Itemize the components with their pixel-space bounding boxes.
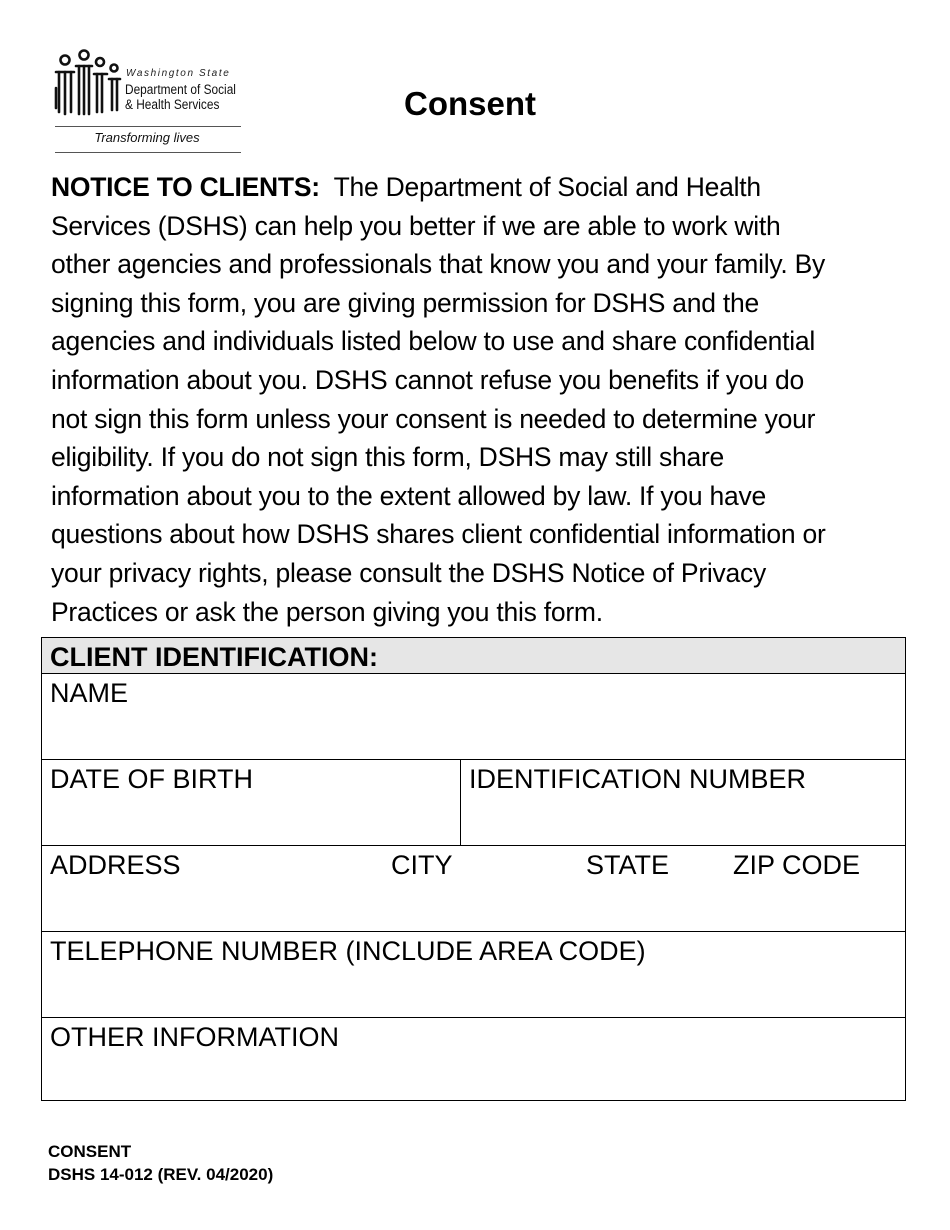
date-of-birth-field[interactable] xyxy=(48,801,453,839)
date-of-birth-label: DATE OF BIRTH xyxy=(50,764,254,794)
logo-divider-bottom xyxy=(55,152,241,153)
notice-line: signing this form, you are giving permission for DSHS and the xyxy=(51,287,759,318)
logo-tagline: Transforming lives xyxy=(94,130,200,145)
logo-state-text: Washington State xyxy=(126,68,231,79)
family-figures-icon xyxy=(52,48,122,120)
dob-id-divider xyxy=(460,760,461,845)
state-label: STATE xyxy=(586,850,670,880)
telephone-row xyxy=(42,932,905,1018)
address-row xyxy=(42,846,905,932)
form-name: CONSENT xyxy=(48,1142,132,1161)
notice-to-clients xyxy=(51,168,911,631)
other-information-label: OTHER INFORMATION xyxy=(50,1022,339,1052)
logo-divider-top xyxy=(55,126,241,127)
telephone-number-field[interactable] xyxy=(48,973,899,1011)
address-label: ADDRESS xyxy=(50,850,181,880)
zip-code-label: ZIP CODE xyxy=(733,850,861,880)
logo-dept-line-2: & Health Services xyxy=(125,97,220,112)
page-title: Consent xyxy=(404,85,536,122)
name-field[interactable] xyxy=(48,715,899,753)
notice-line-text: The Department of Social and Health xyxy=(333,172,761,202)
name-row xyxy=(42,674,905,760)
client-identification-header-text: CLIENT IDENTIFICATION: xyxy=(50,642,378,672)
client-identification-table xyxy=(41,637,906,1101)
identification-number-field[interactable] xyxy=(466,801,899,839)
notice-line: other agencies and professionals that know you and your family. By xyxy=(51,249,826,280)
client-identification-header xyxy=(42,638,905,674)
identification-number-label: IDENTIFICATION NUMBER xyxy=(469,764,806,794)
notice-line: information about you. DSHS cannot refuse you benefits if you do xyxy=(51,364,804,395)
form-number: DSHS 14-012 (REV. 04/2020) xyxy=(48,1165,274,1184)
name-label: NAME xyxy=(50,678,129,708)
logo-dept-line-1: Department of Social xyxy=(125,82,236,97)
city-label: CITY xyxy=(391,850,453,880)
notice-line: your privacy rights, please consult the DSHS Notice of Privacy xyxy=(51,557,767,588)
telephone-number-label: TELEPHONE NUMBER (INCLUDE AREA CODE) xyxy=(50,936,646,966)
form-footer xyxy=(48,1140,273,1186)
notice-line: information about you to the extent allowed by law. If you have xyxy=(51,480,766,511)
notice-line: questions about how DSHS shares client confidential information or xyxy=(51,519,826,550)
dshs-logo xyxy=(52,48,242,154)
address-field[interactable] xyxy=(48,887,899,925)
notice-line xyxy=(51,168,911,207)
notice-line: not sign this form unless your consent is needed to determine your xyxy=(51,403,816,434)
notice-line: eligibility. If you do not sign this form, DSHS may still share xyxy=(51,442,725,473)
other-information-field[interactable] xyxy=(48,1060,899,1098)
notice-line: agencies and individuals listed below to use and share confidential xyxy=(51,326,816,357)
notice-line: Practices or ask the person giving you this form. xyxy=(51,596,603,627)
other-information-row xyxy=(42,1018,905,1104)
dob-id-row xyxy=(42,760,905,846)
logo-department-text xyxy=(125,82,236,112)
notice-heading: NOTICE TO CLIENTS: xyxy=(51,172,320,202)
notice-line: Services (DSHS) can help you better if we are able to work with xyxy=(51,210,781,241)
